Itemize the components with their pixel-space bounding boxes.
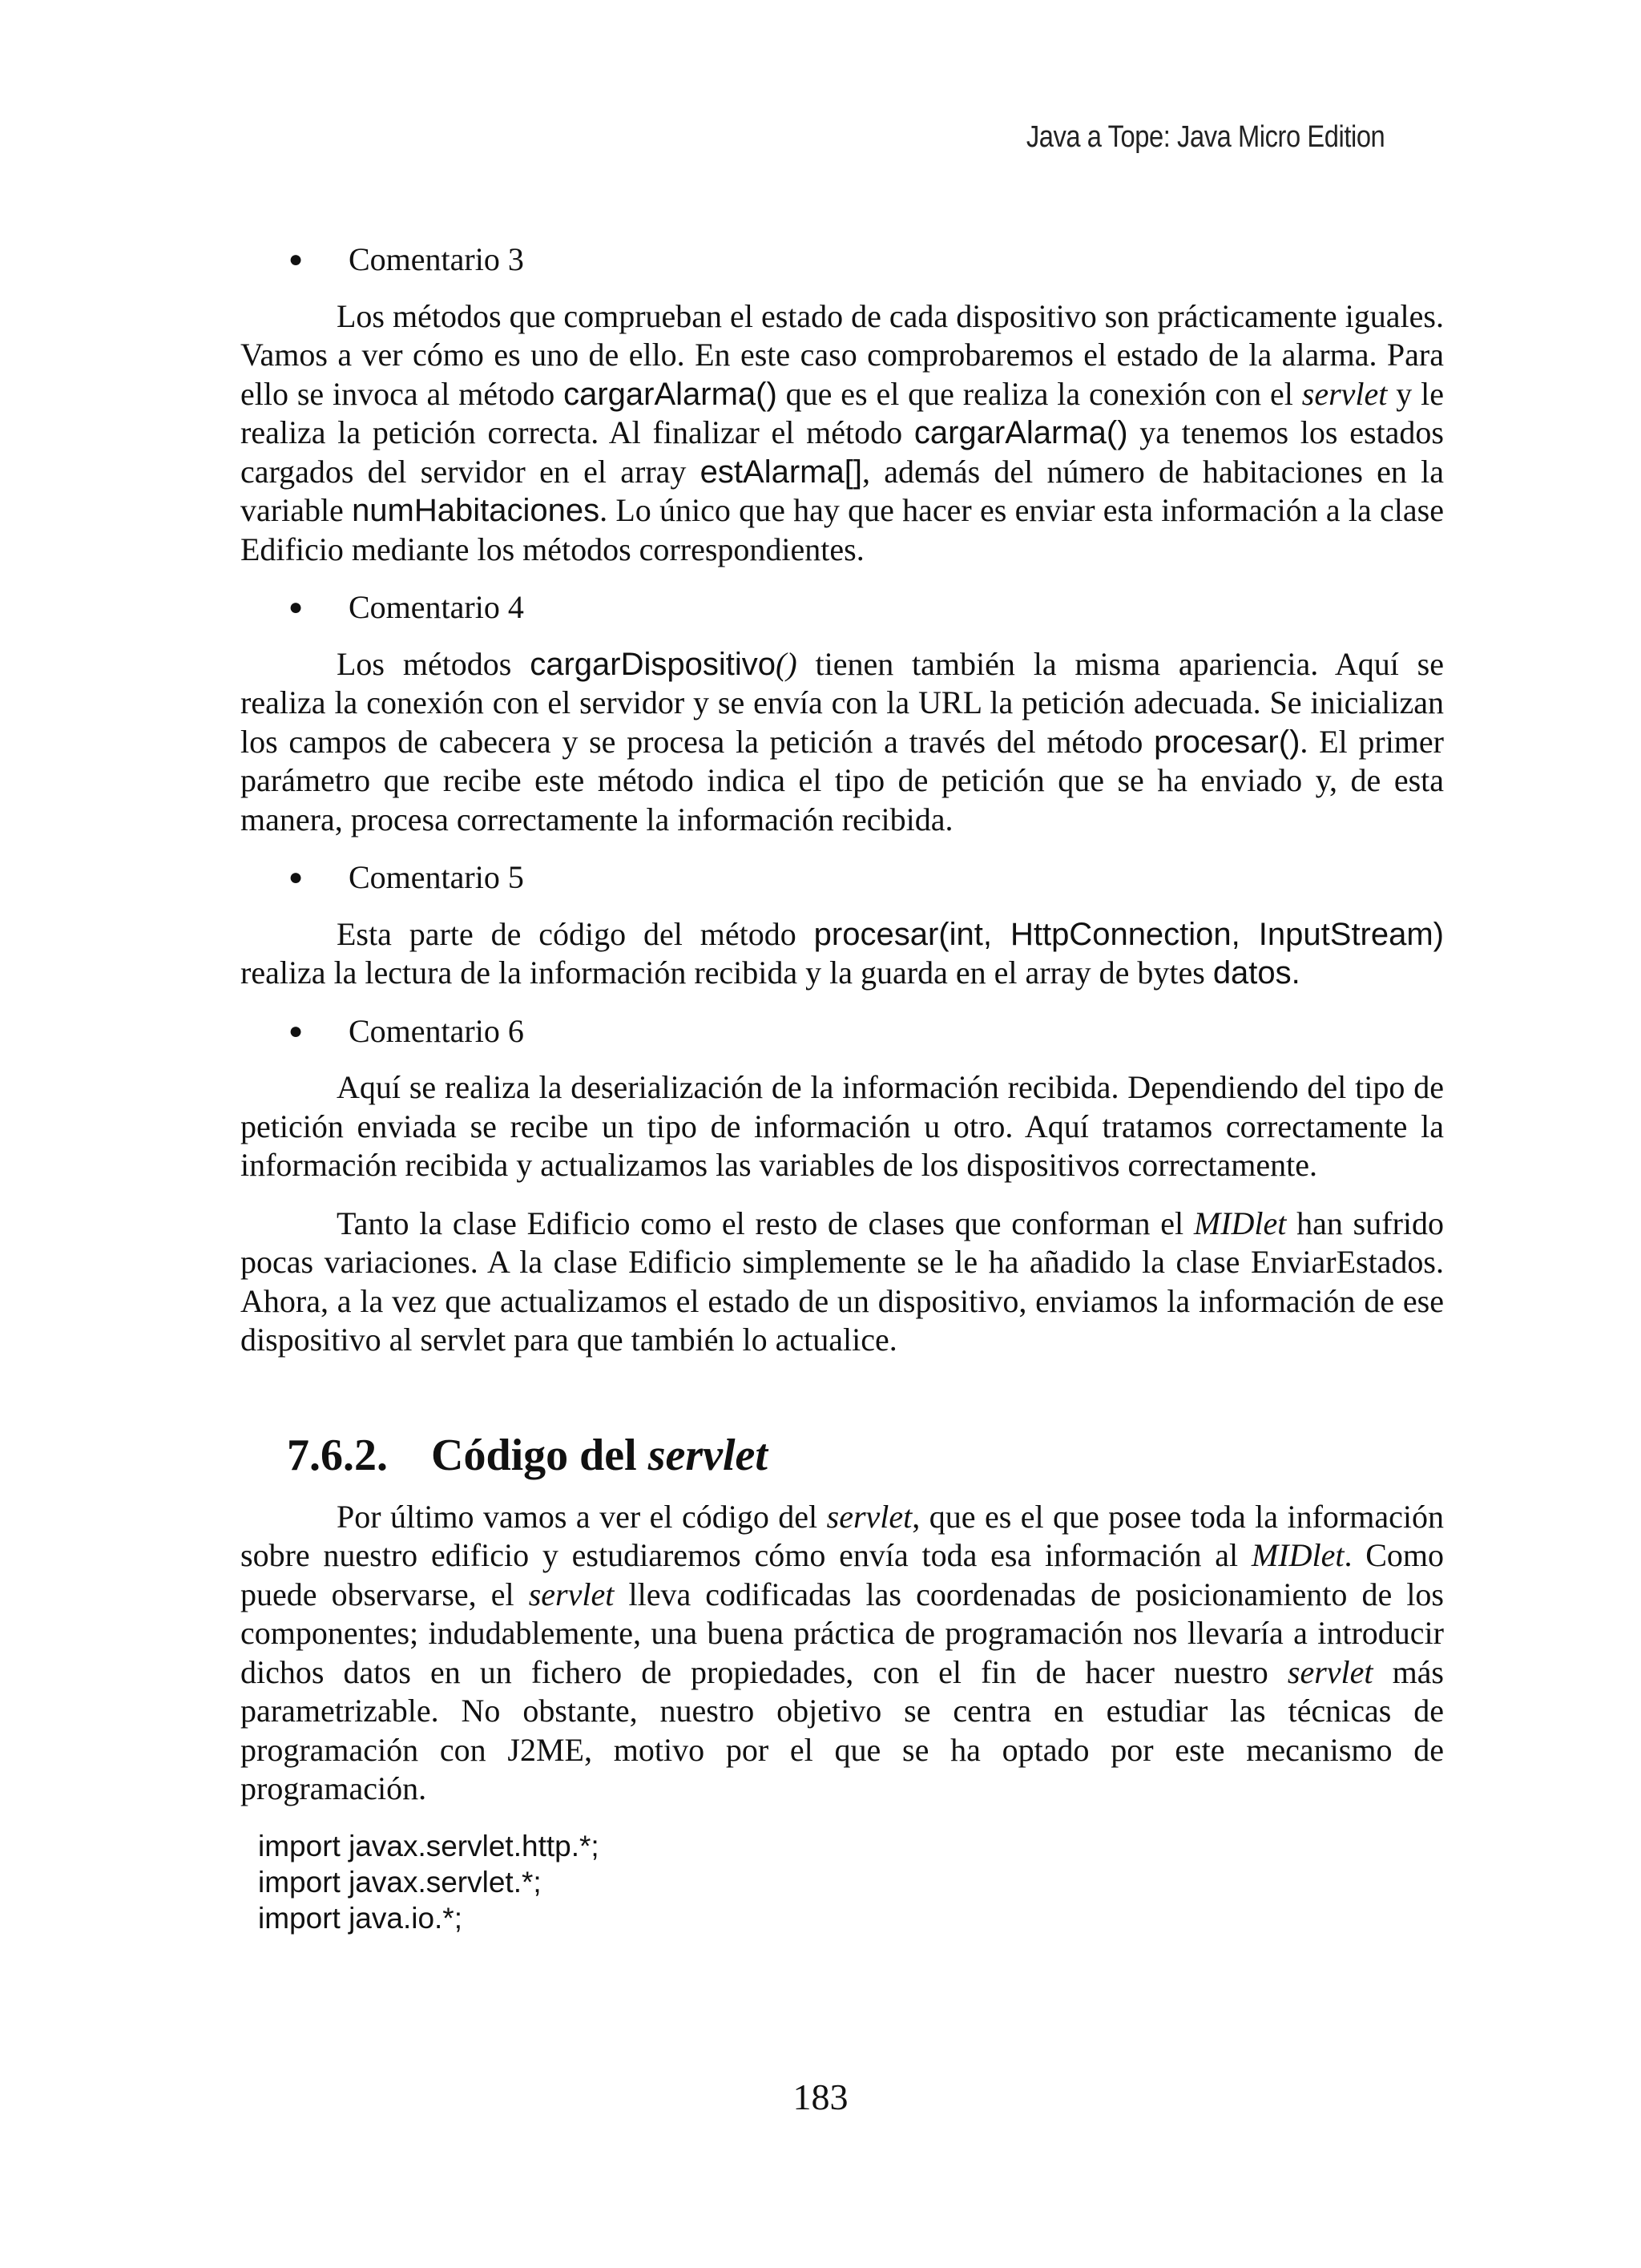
bullet-comentario-4 — [240, 588, 1444, 628]
code-inline: estAlarma[] — [700, 454, 862, 490]
paragraph-comentario-5 — [240, 915, 1444, 993]
text-run: que es el que realiza la conexión con el — [776, 375, 1302, 412]
emphasis: servlet — [528, 1576, 615, 1612]
page-number: 183 — [792, 2076, 849, 2117]
bullet-comentario-3 — [240, 240, 1444, 280]
running-header: Java a Tope: Java Micro Edition — [1026, 120, 1385, 154]
bullet-comentario-5 — [240, 858, 1444, 898]
bullet-icon: ● — [288, 594, 304, 620]
section-title: Código del — [431, 1430, 648, 1480]
paragraph-comentario-3 — [240, 297, 1444, 570]
bullet-icon: ● — [288, 1017, 304, 1044]
code-inline: cargarDispositivo — [530, 646, 776, 682]
text-run: . Como puede observarse, el — [240, 1537, 1445, 1612]
text-run: . El primer parámetro que recibe este método indica el tipo de petición que se ha enviado y, de esta manera, procesa correctamente la información recibida. — [240, 723, 1444, 837]
emphasis: () — [776, 645, 797, 682]
text-run: lleva codificadas las coordenadas de posicionamiento de los componentes; indudablemente, una buena práctica de programación nos llevaría a introducir dichos datos en un fichero de propiedades, con el fin de hacer nuestro — [240, 1576, 1444, 1690]
paragraph-comentario-4 — [240, 645, 1444, 840]
emphasis: servlet — [1301, 375, 1388, 412]
emphasis: MIDlet — [1193, 1205, 1287, 1241]
text-run: , además del número de habitaciones en la variable — [240, 453, 1445, 528]
text-run: Por último vamos a ver el código del — [337, 1498, 827, 1535]
text-run: . Lo único que hay que hacer es enviar esta información a la clase Edificio mediante los métodos correspondientes. — [240, 492, 1444, 567]
bullet-comentario-6 — [240, 1012, 1444, 1051]
code-inline: numHabitaciones — [352, 493, 600, 528]
code-line: import java.io.*; — [258, 1901, 462, 1935]
text-run: Esta parte de código del método — [337, 915, 814, 952]
text-run: y le realiza la petición correcta. Al finalizar el método — [240, 375, 1444, 450]
paragraph-tanto — [240, 1205, 1444, 1360]
paragraph-comentario-6 — [240, 1068, 1444, 1185]
text-run: ya tenemos los estados cargados del servidor en el array — [240, 414, 1444, 490]
paragraph-por-ultimo — [240, 1498, 1444, 1809]
text-run: Tanto la clase Edificio como el resto de clases que conforman el — [337, 1205, 1194, 1241]
bullet-label: Comentario 6 — [349, 1012, 524, 1049]
code-inline: procesar(int, HttpConnection, InputStream) — [813, 916, 1445, 952]
code-inline: procesar() — [1154, 724, 1300, 760]
code-inline: cargarAlarma() — [563, 376, 777, 412]
text-run: realiza la lectura de la información recibida y la guarda en el array de bytes — [240, 954, 1213, 991]
bullet-icon: ● — [288, 864, 304, 890]
emphasis: servlet — [1287, 1653, 1373, 1690]
code-inline: datos. — [1212, 955, 1300, 991]
section-number: 7.6.2. — [287, 1430, 388, 1480]
page-content — [240, 240, 1444, 1936]
bullet-label: Comentario 3 — [349, 241, 524, 277]
bullet-label: Comentario 4 — [349, 589, 524, 625]
text-run: han sufrido pocas variaciones. A la clase Edificio simplemente se le ha añadido la clase EnviarEstados. Ahora, a la vez que actualizamos el estado de un dispositivo, enviamos la información de ese dispositivo al servlet para que también lo actualice. — [240, 1205, 1444, 1358]
code-line: import javax.servlet.http.*; — [258, 1829, 599, 1862]
text-run: más parametrizable. No obstante, nuestro objetivo se centra en estudiar las técnicas de programación con J2ME, motivo por el que se ha optado por este mecanismo de programación. — [240, 1653, 1444, 1806]
bullet-label: Comentario 5 — [349, 859, 524, 895]
emphasis: MIDlet — [1251, 1537, 1345, 1573]
text-run: Los métodos — [337, 645, 530, 682]
code-line: import javax.servlet.*; — [258, 1865, 542, 1899]
code-inline: cargarAlarma() — [913, 415, 1128, 450]
section-title-emphasis: servlet — [647, 1430, 768, 1480]
text-run: , que es el que posee toda la información sobre nuestro edificio y estudiaremos cómo envía toda esa información al — [240, 1498, 1444, 1573]
section-heading — [287, 1427, 1444, 1483]
text-run: Los métodos que comprueban el estado de cada dispositivo son prácticamente iguales. Vamos a ver cómo es uno de ello. En este caso comprobaremos el estado de la alarma. Para ello se invoca al método — [240, 297, 1444, 412]
text-run: Aquí se realiza la deserialización de la información recibida. Dependiendo del tipo de petición enviada se recibe un tipo de información u otro. Aquí tratamos correctamente la información recibida y actualizamos las variables de los dispositivos correctamente. — [240, 1069, 1444, 1183]
bullet-icon: ● — [288, 246, 304, 272]
code-listing — [258, 1828, 1444, 1936]
emphasis: servlet — [826, 1498, 913, 1535]
text-run: tienen también la misma apariencia. Aquí se realiza la conexión con el servidor y se envía con la URL la petición adecuada. Se inicializan los campos de cabecera y se procesa la petición a través del método — [240, 645, 1445, 760]
